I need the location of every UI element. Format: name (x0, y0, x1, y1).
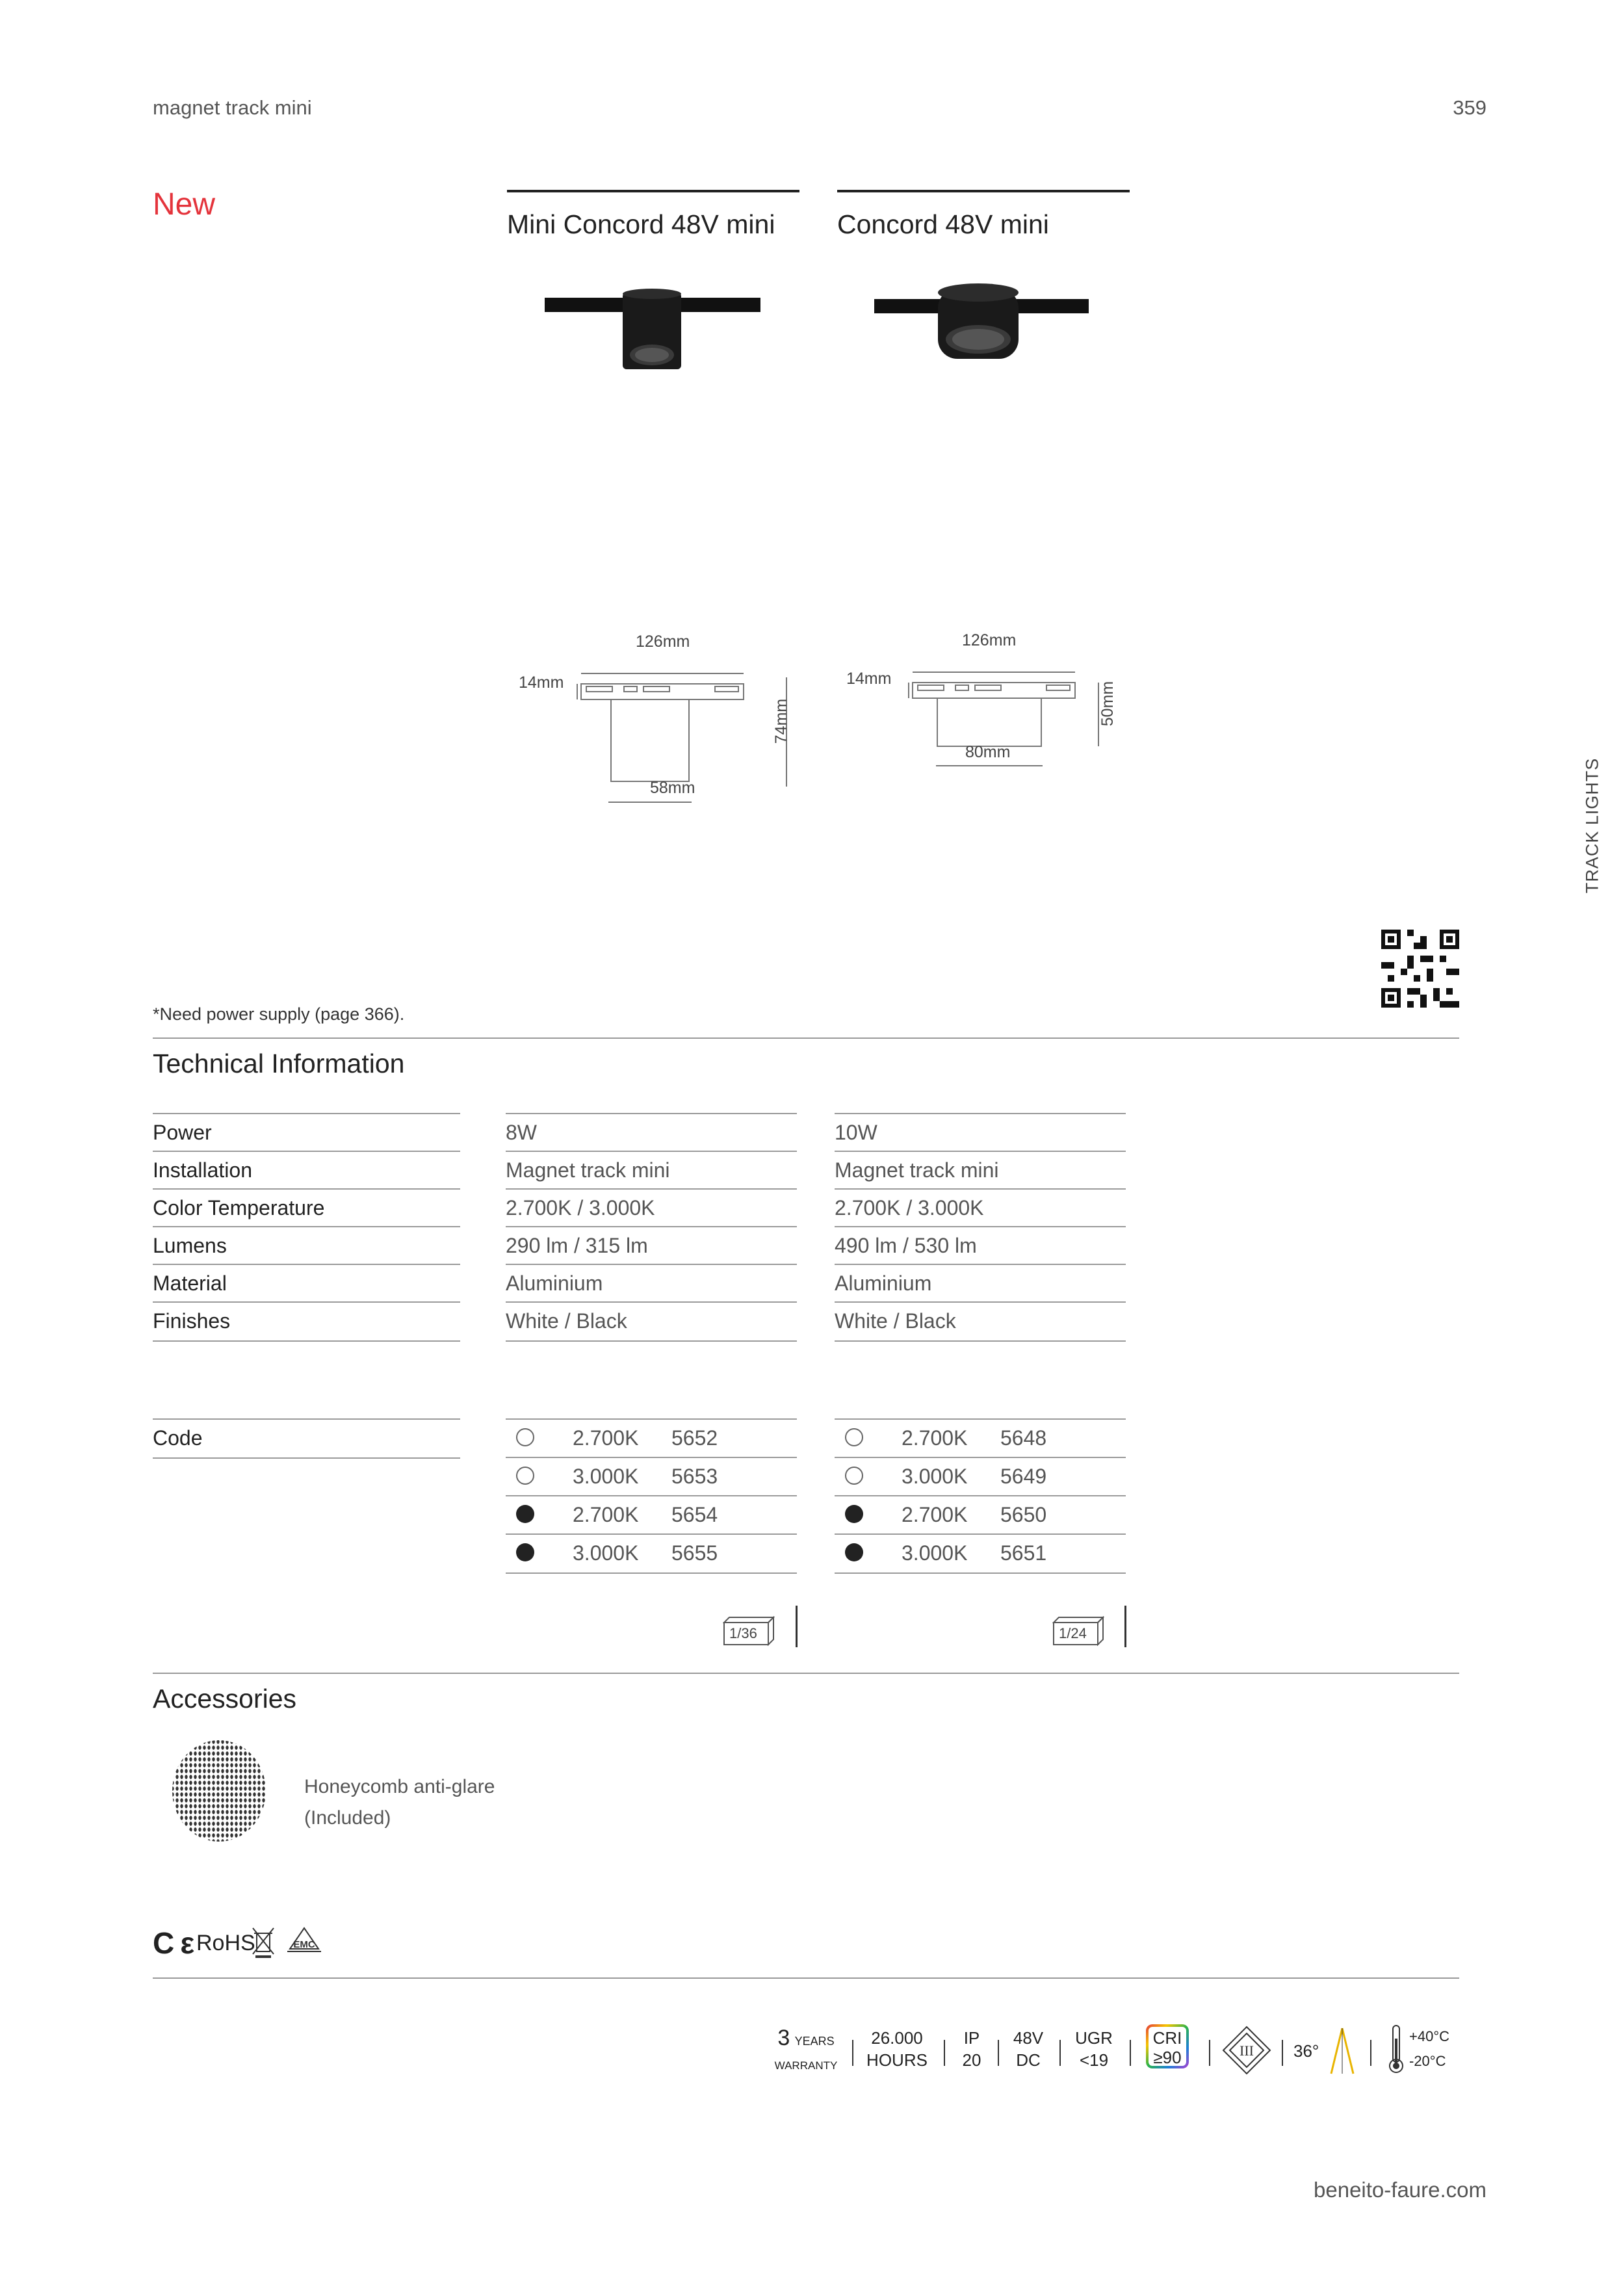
table-row: Magnet track mini (835, 1151, 1126, 1190)
product-1-rule (507, 190, 799, 192)
code-row: 2.700K 5648 (835, 1418, 1126, 1457)
table-row: Magnet track mini (506, 1151, 797, 1190)
table-row: Aluminium (506, 1264, 797, 1303)
black-finish-icon (845, 1505, 863, 1523)
beam-angle: 36° (1293, 2041, 1319, 2061)
table-row: Lumens (153, 1226, 460, 1265)
code-row: 2.700K 5650 (835, 1495, 1126, 1534)
table-row: Material (153, 1264, 460, 1303)
product-1-height-dimension: 74mm (772, 698, 791, 744)
product-2-track-height-dimension: 14mm (846, 670, 892, 688)
emc-mark-label: EMC (293, 1939, 315, 1950)
accessory-name: Honeycomb anti-glare (304, 1776, 495, 1797)
product-2-dimension-drawing (903, 663, 1131, 780)
white-finish-icon (516, 1467, 534, 1485)
separator (944, 2040, 945, 2066)
product-2-height-dimension: 50mm (1098, 681, 1117, 727)
separator (1124, 1606, 1126, 1647)
cri-badge: CRI ≥90 (1146, 2024, 1189, 2068)
product-1-title: Mini Concord 48V mini (507, 209, 775, 239)
table-row: 2.700K / 3.000K (835, 1188, 1126, 1227)
product-2-length-dimension: 126mm (962, 631, 1017, 649)
accessories-title: Accessories (153, 1684, 297, 1714)
code-row: 3.000K 5649 (835, 1457, 1126, 1496)
divider (153, 1673, 1459, 1674)
power-supply-note: *Need power supply (page 366). (153, 1004, 405, 1024)
table-row: Power (153, 1113, 460, 1152)
separator (1059, 2040, 1061, 2066)
product-1-image (539, 280, 767, 384)
product-2-title: Concord 48V mini (837, 209, 1049, 239)
warranty-badge: 3 YEARS WARRANTY (774, 2026, 838, 2072)
separator (1130, 2040, 1131, 2066)
table-row: White / Black (835, 1301, 1126, 1342)
code-row: 3.000K 5651 (835, 1533, 1126, 1574)
code-label-row: Code (153, 1418, 460, 1459)
black-finish-icon (516, 1505, 534, 1523)
website-link[interactable]: beneito-faure.com (1314, 2178, 1487, 2202)
table-row: 490 lm / 530 lm (835, 1226, 1126, 1265)
protection-class-label: III (1240, 2042, 1254, 2059)
code-row: 2.700K 5652 (506, 1418, 797, 1457)
separator (796, 1606, 798, 1647)
white-finish-icon (516, 1428, 534, 1446)
emc-mark-icon (286, 1925, 322, 1958)
divider (153, 1037, 1459, 1039)
product-2-rule (837, 190, 1130, 192)
rohs-mark: RoHS (196, 1931, 255, 1955)
separator (1370, 2040, 1371, 2066)
code-row: 2.700K 5654 (506, 1495, 797, 1534)
side-tab-track-lights: TRACK LIGHTS (1582, 757, 1602, 894)
table-row: 10W (835, 1113, 1126, 1152)
separator (1209, 2040, 1210, 2066)
black-finish-icon (845, 1543, 863, 1561)
section-title: magnet track mini (153, 96, 312, 119)
separator (1282, 2040, 1283, 2066)
separator (998, 2040, 999, 2066)
separator (852, 2040, 853, 2066)
qr-code[interactable] (1381, 930, 1459, 1008)
code-row: 3.000K 5655 (506, 1533, 797, 1574)
weee-bin-icon (250, 1925, 276, 1959)
table-row: Color Temperature (153, 1188, 460, 1227)
ip-rating: IP 20 (962, 2028, 981, 2070)
ce-mark-icon: C ε (153, 1926, 195, 1960)
product-1-track-height-dimension: 14mm (519, 673, 564, 692)
thermometer-icon (1386, 2023, 1406, 2075)
black-finish-icon (516, 1543, 534, 1561)
table-row: Finishes (153, 1301, 460, 1342)
lifetime-hours: 26.000 HOURS (866, 2028, 928, 2070)
beam-angle-icon (1326, 2027, 1358, 2075)
packaging-box-icon: 1/36 (723, 1616, 775, 1646)
voltage: 48V DC (1013, 2028, 1044, 2070)
honeycomb-accessory-image (170, 1739, 268, 1843)
ugr-rating: UGR <19 (1075, 2028, 1113, 2070)
white-finish-icon (845, 1467, 863, 1485)
product-1-diameter-dimension: 58mm (650, 779, 695, 797)
product-2-image (868, 280, 1095, 384)
packaging-box-icon: 1/24 (1052, 1616, 1104, 1646)
protection-class-icon (1222, 2026, 1271, 2075)
technical-information-title: Technical Information (153, 1049, 405, 1078)
table-row: 8W (506, 1113, 797, 1152)
table-row: 2.700K / 3.000K (506, 1188, 797, 1227)
operating-temperature: +40°C -20°C (1409, 2028, 1450, 2069)
table-row: White / Black (506, 1301, 797, 1342)
table-row: Aluminium (835, 1264, 1126, 1303)
white-finish-icon (845, 1428, 863, 1446)
table-row: 290 lm / 315 lm (506, 1226, 797, 1265)
table-row: Installation (153, 1151, 460, 1190)
product-1-length-dimension: 126mm (636, 633, 690, 651)
code-row: 3.000K 5653 (506, 1457, 797, 1496)
accessory-note: (Included) (304, 1807, 391, 1829)
page-number: 359 (1453, 96, 1487, 119)
new-badge: New (153, 187, 216, 222)
divider (153, 1977, 1459, 1979)
product-2-diameter-dimension: 80mm (965, 743, 1011, 761)
